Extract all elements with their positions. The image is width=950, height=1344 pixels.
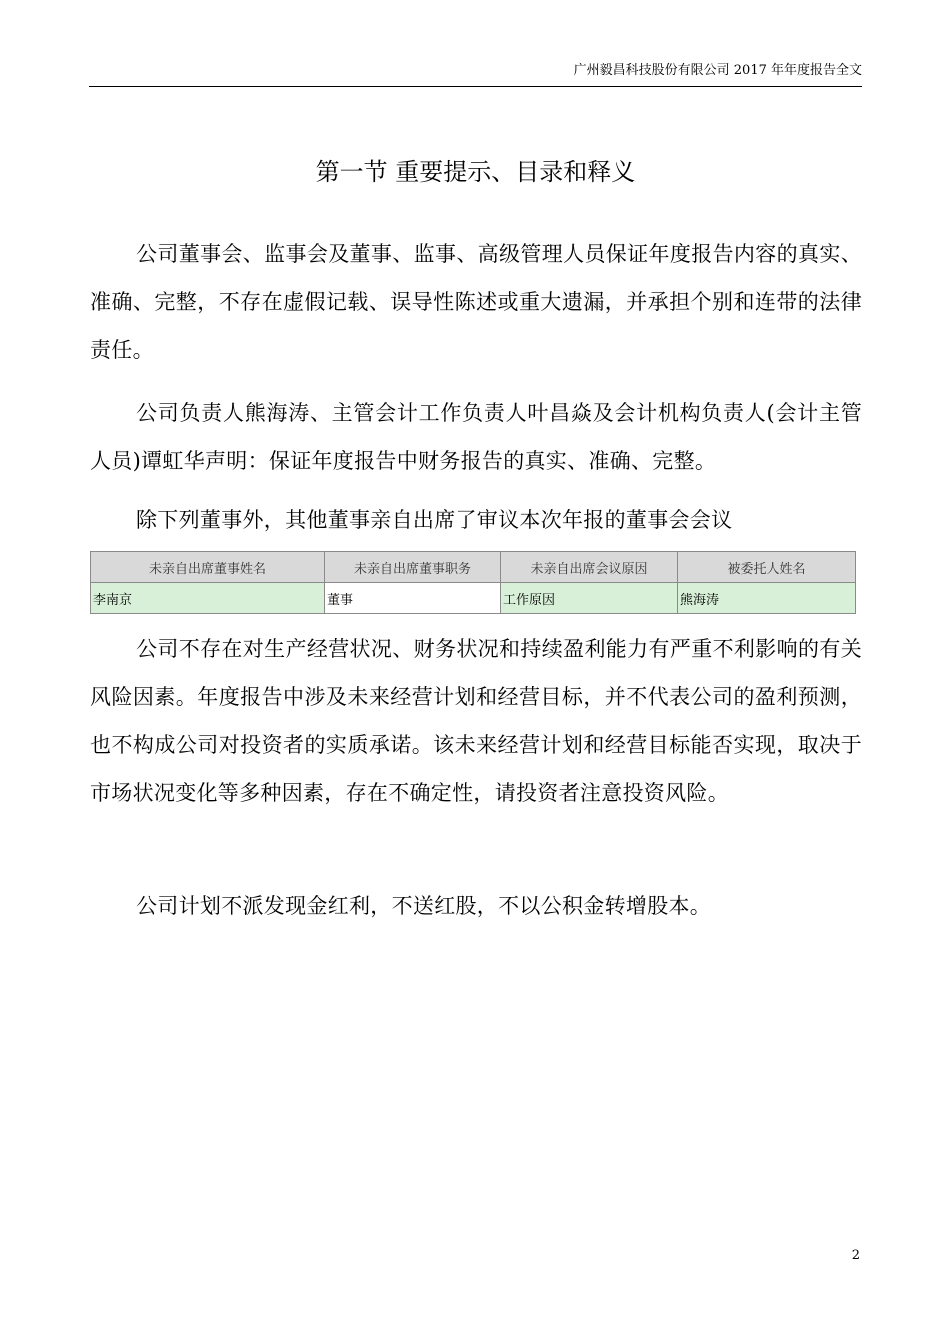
responsibility-statement: 公司董事会、监事会及董事、监事、高级管理人员保证年度报告内容的真实、准确、完整，不存在虚假记载、误导性陈述或重大遗漏，并承担个别和连带的法律责任。 [90, 242, 862, 362]
table-header-cell: 被委托人姓名 [678, 552, 856, 583]
dividend-plan: 公司计划不派发现金红利，不送红股，不以公积金转增股本。 [136, 894, 712, 918]
table-header-cell: 未亲自出席会议原因 [501, 552, 678, 583]
table-row [91, 583, 856, 614]
absent-directors-intro: 除下列董事外，其他董事亲自出席了审议本次年报的董事会会议 [136, 508, 733, 532]
table-cell-director-name: 李南京 [91, 583, 325, 614]
table-cell-director-position: 董事 [325, 583, 501, 614]
page-number: 2 [851, 1248, 860, 1263]
page-header: 广州毅昌科技股份有限公司 2017 年年度报告全文 [573, 63, 862, 78]
table-header-cell: 未亲自出席董事姓名 [91, 552, 325, 583]
table-cell-proxy-name: 熊海涛 [678, 583, 856, 614]
risk-statement: 公司不存在对生产经营状况、财务状况和持续盈利能力有严重不利影响的有关风险因素。年度报告中涉及未来经营计划和经营目标，并不代表公司的盈利预测，也不构成公司对投资者的实质承诺。该未来经营计划和经营目标能否实现，取决于市场状况变化等多种因素，存在不确定性，请投资者注意投资风险。 [90, 637, 862, 805]
header-divider [89, 86, 862, 87]
absent-directors-table [90, 551, 856, 614]
section-title: 第一节 重要提示、目录和释义 [315, 158, 636, 186]
table-header-row [91, 552, 856, 583]
officer-declaration: 公司负责人熊海涛、主管会计工作负责人叶昌焱及会计机构负责人(会计主管人员)谭虹华声明：保证年度报告中财务报告的真实、准确、完整。 [90, 401, 862, 473]
table-cell-absence-reason: 工作原因 [501, 583, 678, 614]
table-header-cell: 未亲自出席董事职务 [325, 552, 501, 583]
